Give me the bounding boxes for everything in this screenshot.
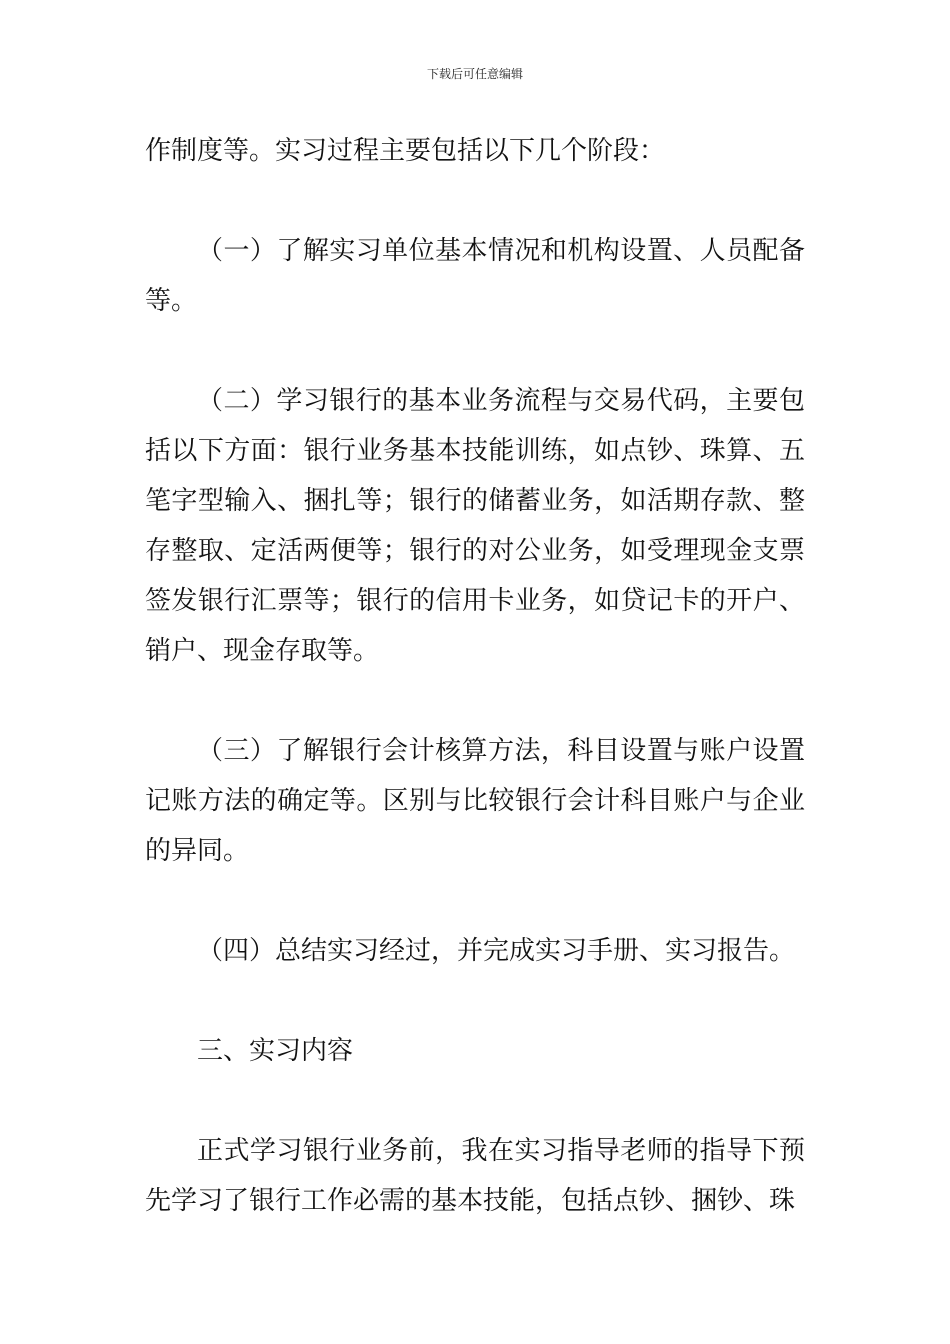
paragraph-gap: [145, 976, 805, 1026]
paragraph-gap: [145, 326, 805, 376]
paragraph-content: 正式学习银行业务前，我在实习指导老师的指导下预先学习了银行工作必需的基本技能，包括点钞、捆钞、珠: [145, 1136, 805, 1216]
paragraph-gap: [145, 1076, 805, 1126]
document-body: [145, 126, 805, 1226]
paragraph-stage-3: （三）了解银行会计核算方法，科目设置与账户设置记账方法的确定等。区别与比较银行会计科目账户与企业的异同。: [145, 736, 805, 866]
paragraph-gap: [145, 876, 805, 926]
paragraph-stage-1: （一）了解实习单位基本情况和机构设置、人员配备等。: [145, 236, 805, 316]
paragraph-stage-2: （二）学习银行的基本业务流程与交易代码，主要包括以下方面：银行业务基本技能训练，如点钞、珠算、五笔字型输入、捆扎等；银行的储蓄业务，如活期存款、整存整取、定活两便等；银行的对公业务，如受理现金支票签发银行汇票等；银行的信用卡业务，如贷记卡的开户、销户、现金存取等。: [145, 386, 805, 666]
paragraph-stage-4: （四）总结实习经过，并完成实习手册、实习报告。: [197, 936, 796, 966]
page-header: 下载后可任意编辑: [426, 67, 523, 81]
paragraph-gap: [145, 676, 805, 726]
section-heading-internship-content: 三、实习内容: [197, 1036, 354, 1066]
paragraph-gap: [145, 176, 805, 226]
paragraph-intro: 作制度等。实习过程主要包括以下几个阶段：: [145, 136, 666, 166]
